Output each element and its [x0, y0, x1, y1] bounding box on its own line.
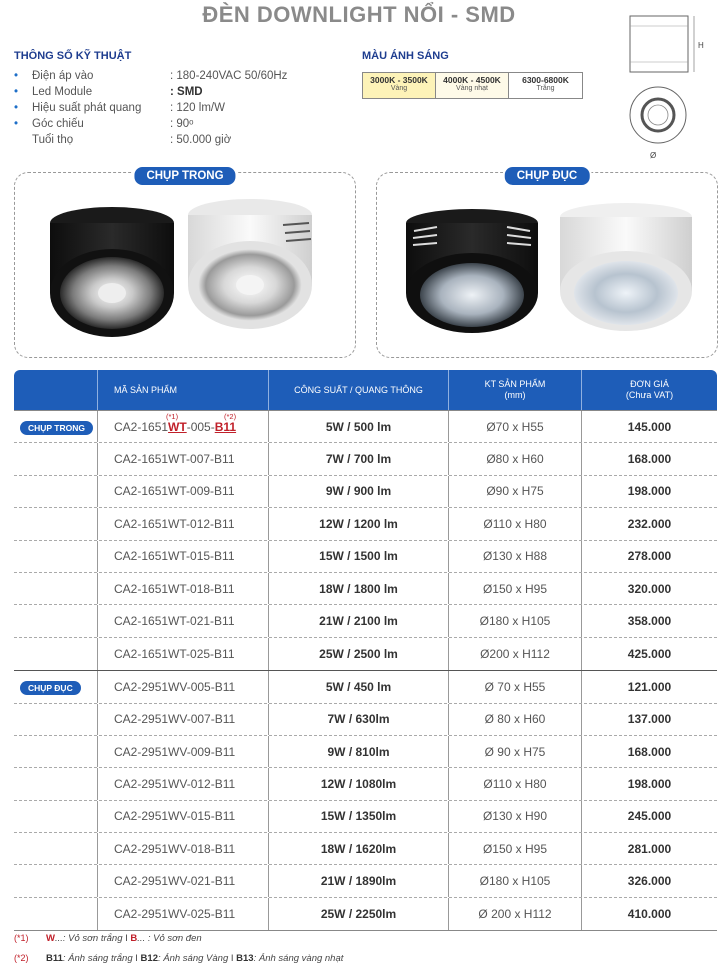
power-cell: 21W / 1890lm — [269, 865, 449, 896]
table-row — [14, 541, 717, 573]
power-cell: 18W / 1620lm — [269, 833, 449, 864]
swatch-warm — [363, 73, 436, 98]
price-cell: 232.000 — [627, 516, 672, 531]
power-cell: 15W / 1350lm — [269, 801, 449, 832]
footnote-sep: I — [228, 953, 237, 964]
row-spacer — [14, 865, 98, 896]
size-cell: Ø80 x H60 — [449, 443, 582, 474]
light-color-heading: MÀU ÁNH SÁNG — [362, 50, 449, 62]
footnotes — [14, 928, 343, 968]
group-badge: CHỤP TRONG — [20, 421, 93, 435]
light-color-swatches — [362, 72, 583, 99]
spec-value: : 180-240VAC 50/60Hz — [170, 70, 288, 82]
table-row — [14, 573, 717, 605]
white-lamp-image — [188, 199, 312, 329]
product-code: CA2-1651WT-015-B11 — [98, 541, 269, 572]
size-cell: Ø 90 x H75 — [449, 736, 582, 767]
footnote-tag: (*1) — [14, 933, 29, 943]
row-spacer — [14, 768, 98, 799]
swatch-name: Vàng — [390, 85, 408, 92]
footnote-2 — [14, 948, 343, 968]
table-row — [14, 671, 717, 703]
footnote-text: ...: Vỏ sơn trắng — [54, 933, 123, 944]
product-code: CA2-2951WV-025-B11 — [98, 898, 269, 930]
spec-label: Led Module — [32, 86, 93, 98]
size-cell: Ø180 x H105 — [449, 605, 582, 636]
header-size-unit: (mm) — [504, 390, 526, 400]
price-cell: 425.000 — [627, 646, 672, 661]
footnote-text: : Ánh sáng Vàng — [157, 953, 229, 964]
size-cell: Ø110 x H80 — [449, 508, 582, 539]
note-mark-1: (*1) — [166, 412, 179, 421]
product-code: CA2-1651WT-012-B11 — [98, 508, 269, 539]
spec-label: Tuổi thọ — [32, 134, 74, 146]
code-part: CA2-1651 — [114, 419, 169, 434]
footnote-key: B — [130, 933, 138, 944]
power-cell: 9W / 810lm — [269, 736, 449, 767]
size-cell: Ø110 x H80 — [449, 768, 582, 799]
footnote-key: B11 — [46, 953, 63, 964]
swatch-range: 6300-6800K — [522, 75, 569, 85]
lamp-photos-clear — [15, 173, 357, 359]
lamp-photos-frosted — [377, 173, 718, 359]
size-cell: Ø150 x H95 — [449, 573, 582, 604]
black-lamp-image — [50, 207, 174, 337]
price-cell: 168.000 — [627, 452, 672, 467]
power-cell: 5W / 450 lm — [269, 671, 449, 702]
bullet-icon: • — [14, 102, 19, 114]
size-cell: Ø 80 x H60 — [449, 704, 582, 735]
power-cell: 25W / 2250lm — [269, 898, 449, 930]
spec-label: Góc chiếu — [32, 118, 84, 130]
price-cell: 145.000 — [627, 419, 672, 434]
spec-value: : 90ᵒ — [170, 118, 194, 130]
product-code: CA2-2951WV-007-B11 — [98, 704, 269, 735]
table-row — [14, 736, 717, 768]
group-chup-duc — [14, 670, 717, 931]
size-cell: Ø180 x H105 — [449, 865, 582, 896]
table-row — [14, 508, 717, 540]
swatch-name: Vàng nhạt — [456, 85, 488, 92]
header-price-title: ĐƠN GIÁ — [630, 379, 669, 389]
price-cell: 281.000 — [627, 841, 672, 856]
table-row — [14, 898, 717, 930]
size-cell: Ø150 x H95 — [449, 833, 582, 864]
spec-label: Điện áp vào — [32, 70, 94, 82]
table-row — [14, 833, 717, 865]
price-cell: 121.000 — [627, 679, 672, 694]
product-code: CA2-2951WV-005-B11 — [98, 671, 269, 702]
header-price-note: (Chưa VAT) — [625, 390, 674, 400]
power-cell: 25W / 2500 lm — [269, 638, 449, 670]
height-label: H — [698, 41, 704, 50]
group-chup-trong — [14, 410, 717, 670]
footnote-sep: I — [132, 953, 141, 964]
table-row — [14, 605, 717, 637]
panel-chup-duc — [376, 172, 718, 358]
size-cell: Ø90 x H75 — [449, 476, 582, 507]
size-cell: Ø130 x H90 — [449, 801, 582, 832]
price-cell: 168.000 — [627, 744, 672, 759]
footnote-sep: I — [122, 933, 131, 944]
size-cell: Ø130 x H88 — [449, 541, 582, 572]
code-light-variant: B11 — [214, 419, 237, 434]
footnote-key: B13 — [236, 953, 254, 964]
size-cell: Ø 200 x H112 — [449, 898, 582, 930]
spec-label: Hiệu suất phát quang — [32, 102, 142, 114]
row-spacer — [14, 833, 98, 864]
black-lamp-image — [406, 209, 538, 333]
size-cell: Ø70 x H55 — [449, 411, 582, 442]
price-cell: 358.000 — [627, 614, 672, 629]
product-code: CA2-1651WT-018-B11 — [98, 573, 269, 604]
spec-value: : SMD — [170, 86, 203, 98]
price-table — [14, 370, 717, 931]
panel-label: CHỤP ĐỤC — [503, 165, 592, 187]
size-cell: Ø 70 x H55 — [449, 671, 582, 702]
footnote-text: : Ánh sáng trắng — [62, 953, 133, 964]
power-cell: 7W / 700 lm — [269, 443, 449, 474]
header-size — [449, 370, 582, 410]
note-mark-2: (*2) — [224, 412, 237, 421]
panel-label: CHỤP TRONG — [132, 165, 237, 187]
price-cell: 410.000 — [627, 907, 672, 922]
power-cell: 18W / 1800 lm — [269, 573, 449, 604]
product-code: CA2-1651WT-021-B11 — [98, 605, 269, 636]
table-row — [14, 638, 717, 670]
product-code: CA2-2951WV-015-B11 — [98, 801, 269, 832]
header-power: CÔNG SUẤT / QUANG THÔNG — [269, 370, 449, 410]
product-code: CA2-1651WT-025-B11 — [98, 638, 269, 670]
swatch-neutral — [436, 73, 509, 98]
product-code — [98, 411, 269, 442]
price-cell: 198.000 — [627, 776, 672, 791]
product-code: CA2-1651WT-007-B11 — [98, 443, 269, 474]
white-lamp-image — [560, 203, 692, 331]
table-header — [14, 370, 717, 410]
spec-value: : 120 lm/W — [170, 102, 225, 114]
swatch-name: Trắng — [536, 85, 555, 92]
row-spacer — [14, 898, 98, 930]
dimension-drawing — [618, 12, 714, 162]
table-row — [14, 704, 717, 736]
panel-chup-trong — [14, 172, 356, 358]
price-cell: 245.000 — [627, 809, 672, 824]
product-code: CA2-2951WV-009-B11 — [98, 736, 269, 767]
power-cell: 15W / 1500 lm — [269, 541, 449, 572]
code-part: -005- — [186, 419, 215, 434]
table-row — [14, 865, 717, 897]
spec-value: : 50.000 giờ — [170, 134, 232, 146]
footnote-1 — [14, 928, 343, 948]
product-code: CA2-2951WV-021-B11 — [98, 865, 269, 896]
row-spacer — [14, 736, 98, 767]
footnote-key: W — [46, 933, 55, 944]
price-cell: 326.000 — [627, 874, 672, 889]
table-row — [14, 768, 717, 800]
table-row — [14, 476, 717, 508]
swatch-range: 3000K - 3500K — [370, 75, 428, 85]
code-color-variant: WT — [168, 419, 187, 434]
bullet-icon: • — [14, 70, 19, 82]
price-cell: 137.000 — [627, 712, 672, 727]
table-row — [14, 443, 717, 475]
product-code: CA2-2951WV-012-B11 — [98, 768, 269, 799]
price-cell: 320.000 — [627, 581, 672, 596]
row-spacer — [14, 476, 98, 507]
header-size-title: KT SẢN PHẨM — [484, 379, 546, 389]
bullet-icon: • — [14, 86, 19, 98]
swatch-cool — [509, 73, 582, 98]
size-cell: Ø200 x H112 — [449, 638, 582, 670]
power-cell: 12W / 1080lm — [269, 768, 449, 799]
table-row — [14, 411, 717, 443]
row-spacer — [14, 573, 98, 604]
power-cell: 9W / 900 lm — [269, 476, 449, 507]
row-spacer — [14, 508, 98, 539]
price-cell: 198.000 — [627, 484, 672, 499]
table-row — [14, 801, 717, 833]
row-spacer — [14, 605, 98, 636]
specs-heading: THÔNG SỐ KỸ THUẬT — [14, 50, 132, 62]
page-title: ĐÈN DOWNLIGHT NỔI - SMD — [202, 2, 516, 27]
row-spacer — [14, 541, 98, 572]
swatch-range: 4000K - 4500K — [443, 75, 501, 85]
price-cell: 278.000 — [627, 549, 672, 564]
footnote-text: ... : Vỏ sơn đen — [137, 933, 202, 944]
bullet-icon: • — [14, 118, 19, 130]
power-cell: 12W / 1200 lm — [269, 508, 449, 539]
power-cell: 7W / 630lm — [269, 704, 449, 735]
header-price — [582, 370, 717, 410]
power-cell: 21W / 2100 lm — [269, 605, 449, 636]
product-code: CA2-2951WV-018-B11 — [98, 833, 269, 864]
row-spacer — [14, 638, 98, 670]
footnote-text: : Ánh sáng vàng nhạt — [253, 953, 344, 964]
row-spacer — [14, 704, 98, 735]
row-spacer — [14, 801, 98, 832]
group-badge: CHỤP ĐỤC — [20, 681, 81, 695]
footnote-tag: (*2) — [14, 953, 29, 963]
footnote-key: B12 — [140, 953, 158, 964]
product-code: CA2-1651WT-009-B11 — [98, 476, 269, 507]
row-spacer — [14, 443, 98, 474]
diameter-label: Ø — [650, 151, 657, 160]
power-cell: 5W / 500 lm — [269, 411, 449, 442]
header-code: MÃ SẢN PHẨM — [14, 370, 269, 410]
